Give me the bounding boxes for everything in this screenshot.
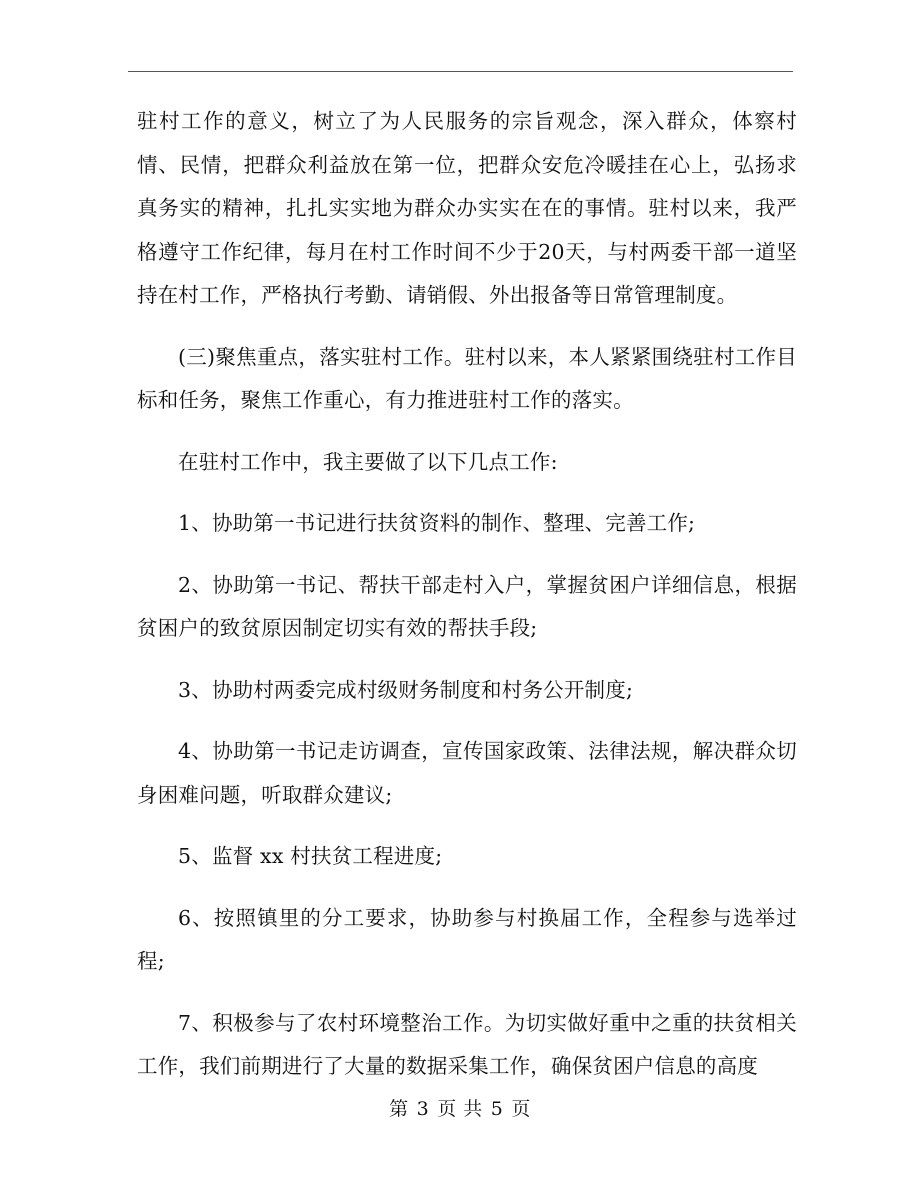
list-item-3: 3、协助村两委完成村级财务制度和村务公开制度; bbox=[178, 677, 634, 702]
list-item-1: 1、协助第一书记进行扶贫资料的制作、整理、完善工作; bbox=[178, 511, 696, 535]
list-item-4: 4、协助第一书记走访调查，宣传国家政策、法律法规，解决群众切身困难问题，听取群众建议; bbox=[137, 739, 797, 807]
footer-page-number: 3 bbox=[416, 1098, 430, 1120]
list-item-7: 7、积极参与了农村环境整治工作。为切实做好重中之重的扶贫相关工作，我们前期进行了大量的数据采集工作，确保贫困户信息的高度 bbox=[137, 1010, 797, 1078]
list-item-5: 5、监督 xx 村扶贫工程进度; bbox=[178, 844, 443, 868]
list-item-2: 2、协助第一书记、帮扶干部走村入户，掌握贫困户详细信息，根据贫困户的致贫原因制定切实有效的帮扶手段; bbox=[137, 572, 797, 640]
footer-suffix: 页 bbox=[511, 1098, 531, 1120]
footer-middle: 页 共 bbox=[437, 1098, 483, 1120]
footer-total-pages: 5 bbox=[490, 1098, 504, 1120]
list-item-6: 6、按照镇里的分工要求，协助参与村换届工作，全程参与选举过程; bbox=[137, 905, 797, 973]
paragraph-1: 驻村工作的意义，树立了为人民服务的宗旨观念，深入群众，体察村情、民情，把群众利益放在第一位，把群众安危冷暖挂在心上，弘扬求真务实的精神，扎扎实实地为群众办实实在在的事情。驻村以来，我严格遵守工作纪律，每月在村工作时间不少于20天，与村两委干部一道坚持在村工作，严格执行考勤、请销假、外出报备等日常管理制度。 bbox=[137, 109, 797, 307]
footer-prefix: 第 bbox=[389, 1098, 409, 1120]
paragraph-3: 在驻村工作中，我主要做了以下几点工作: bbox=[178, 449, 558, 474]
paragraph-2: (三)聚焦重点，落实驻村工作。驻村以来，本人紧紧围绕驻村工作目标和任务，聚焦工作重心，有力推进驻村工作的落实。 bbox=[137, 344, 797, 412]
document-body bbox=[137, 100, 797, 1089]
page-footer bbox=[0, 1094, 920, 1121]
header-rule bbox=[128, 71, 793, 72]
